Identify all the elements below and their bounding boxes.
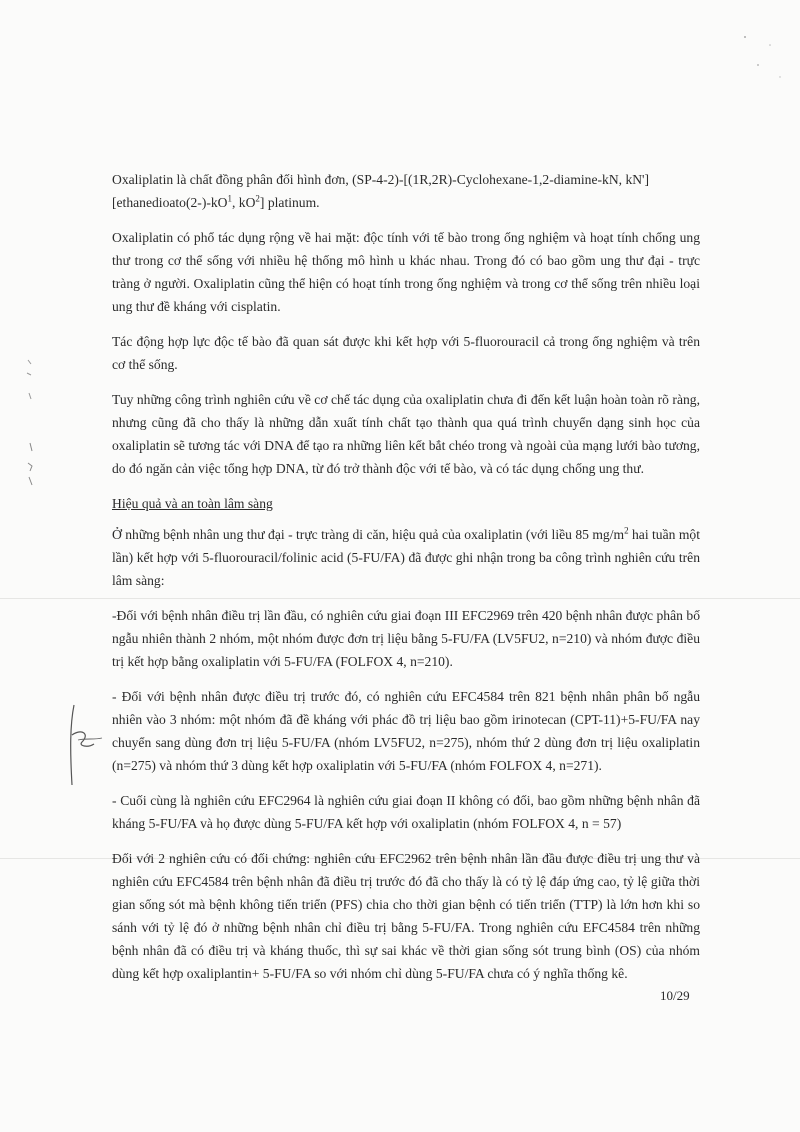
superscript: 1: [227, 193, 232, 204]
text-line: , kO: [232, 195, 256, 210]
paragraph: [112, 523, 700, 592]
superscript: 2: [624, 525, 629, 536]
page-number: 10/29: [660, 988, 690, 1003]
signature: [60, 700, 120, 790]
paragraph: -Đối với bệnh nhân điều trị lần đầu, có nghiên cứu giai đoạn III EFC2969 trên 420 bệnh nhân được phân bố ngẫu nhiên thành 2 nhóm, một nhóm được đơn trị liệu bằng 5-FU/FA (LV5FU2, n=210) và nhóm được điều trị kết hợp bằng oxaliplatin với 5-FU/FA (FOLFOX 4, n=210).: [112, 608, 700, 669]
scan-specks: [730, 25, 790, 85]
text-span: Ở những bệnh nhân ung thư đại - trực tràng di căn, hiệu quả của oxaliplatin (với liều 85 mg/m: [112, 527, 625, 542]
text-line: [ethanedioato(2-)-kO: [112, 195, 228, 210]
paragraph: Tác động hợp lực độc tế bào đã quan sát được khi kết hợp với 5-fluorouracil cả trong ống nghiệm và trên cơ thể sống.: [112, 334, 700, 372]
heading-text: Hiệu quả và an toàn lâm sàng: [112, 496, 273, 511]
margin-marks: [20, 355, 50, 495]
text-line: ] platinum.: [259, 195, 320, 210]
document-body: [112, 168, 700, 997]
paragraph: - Đối với bệnh nhân được điều trị trước đó, có nghiên cứu EFC4584 trên 821 bệnh nhân phân bố ngẫu nhiên vào 3 nhóm: một nhóm đã đề kháng với phác đồ trị liệu bao gồm irinotecan (CPT-11)+5-FU/FA nay chuyển sang dùng đơn trị liệu 5-FU/FA (nhóm LV5FU2, n=275), nhóm thứ 2 dùng đơn trị liệu oxaliplatin (n=275) và nhóm thứ 3 dùng kết hợp oxaliplatin với 5-FU/FA (nhóm FOLFOX 4, n=271).: [112, 689, 700, 773]
superscript: 2: [255, 193, 260, 204]
intro-paragraph: [112, 168, 700, 214]
paragraph: Tuy những công trình nghiên cứu về cơ chế tác dụng của oxaliplatin chưa đi đến kết luận hoàn toàn rõ ràng, nhưng cũng đã cho thấy là những dẫn xuất tính chất tạo thành qua quá trình chuyển dạng sinh học của oxaliplatin sẽ tương tác với DNA để tạo ra những liên kết bắt chéo trong và ngoài của mạng lưới bào tương, do đó ngăn cản việc tổng hợp DNA, từ đó trở thành độc với tế bào, và có tác dụng chống ung thư.: [112, 392, 700, 476]
paragraph: Đối với 2 nghiên cứu có đối chứng: nghiên cứu EFC2962 trên bệnh nhân lần đầu được điều trị ung thư và nghiên cứu EFC4584 trên bệnh nhân đã điều trị trước đó đã cho thấy là có tỷ lệ đáp ứng cao, tỷ lệ giữa thời gian sống sót mà bệnh không tiến triển (PFS) chia cho thời gian bệnh có tiến triển (TTP) là lớn hơn khi so sánh với tỷ lệ đó ở những bệnh nhân chỉ điều trị bằng 5-FU/FA. Trong nghiên cứu EFC4584 trên những bệnh nhân đã có điều trị và kháng thuốc, thì sự sai khác về thời gian sống sót trung bình (OS) của nhóm dùng kết hợp oxaliplantin+ 5-FU/FA so với nhóm chỉ dùng 5-FU/FA chưa có ý nghĩa thống kê.: [112, 851, 700, 981]
paragraph: - Cuối cùng là nghiên cứu EFC2964 là nghiên cứu giai đoạn II không có đối, bao gồm những bệnh nhân đã kháng 5-FU/FA và họ được dùng 5-FU/FA kết hợp với oxaliplatin (nhóm FOLFOX 4, n = 57): [112, 793, 700, 831]
section-heading: [112, 492, 700, 515]
text-span: hai tuần một lần) kết hợp với 5-fluorouracil/folinic acid (5-FU/FA) đã được ghi nhận trong ba công trình nghiên cứu trên lâm sàng:: [112, 527, 700, 588]
paragraph: Oxaliplatin có phổ tác dụng rộng về hai mặt: độc tính với tế bào trong ống nghiệm và hoạt tính chống ung thư trong cơ thể sống với nhiều hệ thống mô hình u khác nhau. Trong đó có bao gồm ung thư đại - trực tràng ở người. Oxaliplatin cũng thể hiện có hoạt tính trong ống nghiệm và trong cơ thể sống trên nhiều loại ung thư đề kháng với cisplatin.: [112, 230, 700, 314]
text-line: Oxaliplatin là chất đồng phân đối hình đơn, (SP-4-2)-[(1R,2R)-Cyclohexane-1,2-diamine-kN, kN']: [112, 172, 650, 187]
